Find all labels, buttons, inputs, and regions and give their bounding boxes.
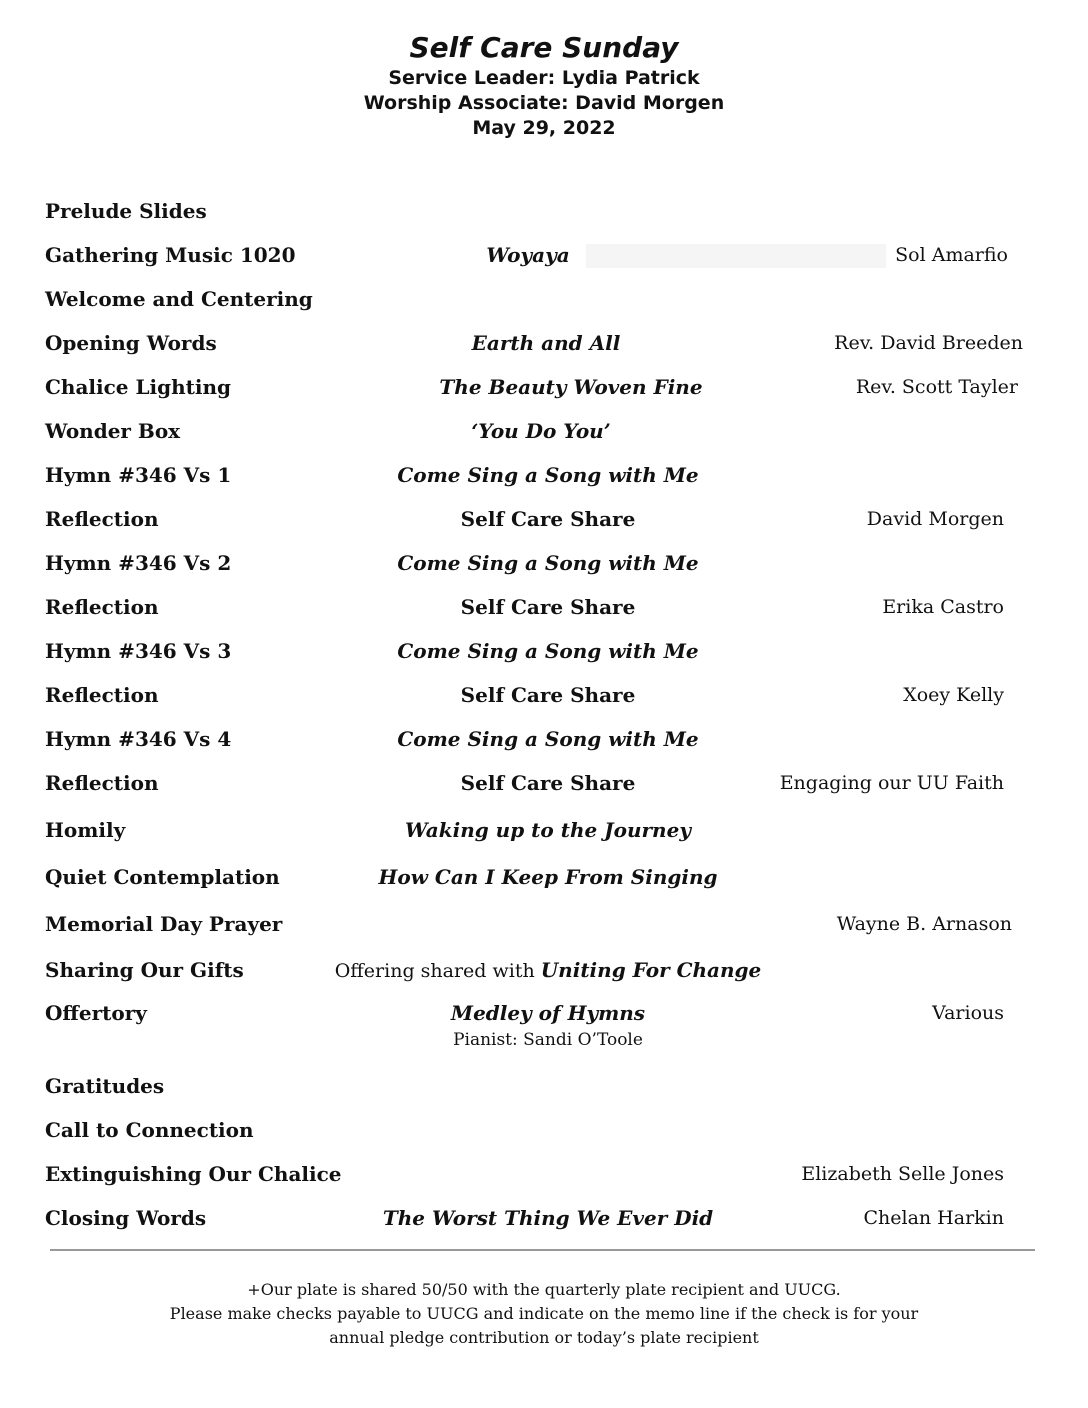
service-item (0, 592, 1088, 622)
worship-associate: Worship Associate: David Morgen (363, 92, 725, 114)
item-part: Closing Words (45, 1206, 207, 1230)
item-person: Chelan Harkin (863, 1207, 1004, 1229)
service-item (0, 998, 1088, 1050)
item-person: Engaging our UU Faith (779, 772, 1004, 794)
item-title: Come Sing a Song with Me (397, 727, 699, 751)
item-person: Sol Amarfio (895, 244, 1008, 266)
item-person: Xoey Kelly (903, 684, 1004, 706)
item-title: Earth and All (471, 331, 621, 355)
service-item (0, 815, 1088, 845)
item-person: Erika Castro (882, 596, 1004, 618)
item-part: Homily (45, 818, 126, 842)
item-person: Rev. Scott Tayler (855, 376, 1018, 398)
offering-prefix: Offering shared with (334, 960, 541, 982)
item-title: Self Care Share (460, 683, 636, 707)
item-part: Call to Connection (45, 1118, 254, 1142)
service-item (0, 328, 1088, 358)
item-part: Memorial Day Prayer (45, 912, 283, 936)
item-person: Various (932, 1002, 1004, 1024)
footer-note (0, 1278, 1088, 1350)
item-title: Come Sing a Song with Me (397, 639, 699, 663)
item-title: Uniting For Change (540, 958, 762, 982)
highlight-box (586, 244, 886, 268)
service-item (0, 504, 1088, 534)
item-subtitle: Pianist: Sandi O’Toole (453, 1030, 643, 1050)
service-item (0, 1203, 1088, 1233)
item-title: ‘You Do You’ (471, 419, 611, 443)
item-part: Reflection (45, 683, 159, 707)
item-title: Medley of Hymns (450, 1001, 646, 1025)
service-date: May 29, 2022 (472, 117, 616, 139)
order-of-service-header (0, 30, 1088, 141)
item-title: The Worst Thing We Ever Did (382, 1206, 714, 1230)
item-part: Reflection (45, 507, 159, 531)
item-part: Offertory (45, 1001, 147, 1025)
service-item (0, 372, 1088, 402)
item-title: The Beauty Woven Fine (439, 375, 703, 399)
service-item (0, 636, 1088, 666)
item-title: Come Sing a Song with Me (397, 551, 699, 575)
item-title: Self Care Share (460, 595, 636, 619)
item-title-line (335, 955, 762, 986)
item-part: Reflection (45, 771, 159, 795)
item-part: Prelude Slides (45, 199, 207, 223)
item-person: Elizabeth Selle Jones (801, 1163, 1004, 1185)
service-item (0, 196, 1088, 226)
item-person: Wayne B. Arnason (836, 913, 1012, 935)
item-part: Hymn #346 Vs 1 (45, 463, 232, 487)
item-part: Chalice Lighting (45, 375, 232, 399)
item-title: How Can I Keep From Singing (378, 865, 718, 889)
footer-line: annual pledge contribution or today’s plate recipient (329, 1328, 759, 1347)
footer-line: Please make checks payable to UUCG and indicate on the memo line if the check is for your (169, 1304, 919, 1323)
service-item (0, 460, 1088, 490)
item-person: David Morgen (866, 508, 1004, 530)
item-part: Extinguishing Our Chalice (45, 1162, 342, 1186)
item-part: Gathering Music 1020 (45, 243, 296, 267)
service-title: Self Care Sunday (409, 31, 679, 64)
item-part: Quiet Contemplation (45, 865, 280, 889)
service-item (0, 768, 1088, 798)
service-item (0, 1115, 1088, 1145)
service-item (0, 955, 1088, 985)
service-leader: Service Leader: Lydia Patrick (388, 67, 700, 89)
item-part: Hymn #346 Vs 3 (45, 639, 232, 663)
item-part: Gratitudes (45, 1074, 165, 1098)
service-item (0, 862, 1088, 892)
item-part: Wonder Box (45, 419, 181, 443)
item-part: Sharing Our Gifts (45, 958, 244, 982)
item-title: Waking up to the Journey (405, 818, 691, 842)
item-title: Self Care Share (460, 771, 636, 795)
item-part: Hymn #346 Vs 2 (45, 551, 232, 575)
item-title: Come Sing a Song with Me (397, 463, 699, 487)
item-title: Woyaya (486, 243, 570, 267)
item-part: Welcome and Centering (45, 287, 313, 311)
item-part: Hymn #346 Vs 4 (45, 727, 232, 751)
item-part: Opening Words (45, 331, 217, 355)
service-item (0, 724, 1088, 754)
item-title: Self Care Share (460, 507, 636, 531)
service-item (0, 1159, 1088, 1189)
item-part: Reflection (45, 595, 159, 619)
service-item (0, 909, 1088, 939)
footer-line: +Our plate is shared 50/50 with the quarterly plate recipient and UUCG. (247, 1280, 841, 1299)
service-item (0, 284, 1088, 314)
service-item (0, 680, 1088, 710)
service-item (0, 548, 1088, 578)
service-item (0, 416, 1088, 446)
divider (50, 1249, 1035, 1251)
item-person: Rev. David Breeden (834, 332, 1023, 354)
service-item (0, 240, 1088, 270)
service-item (0, 1071, 1088, 1101)
